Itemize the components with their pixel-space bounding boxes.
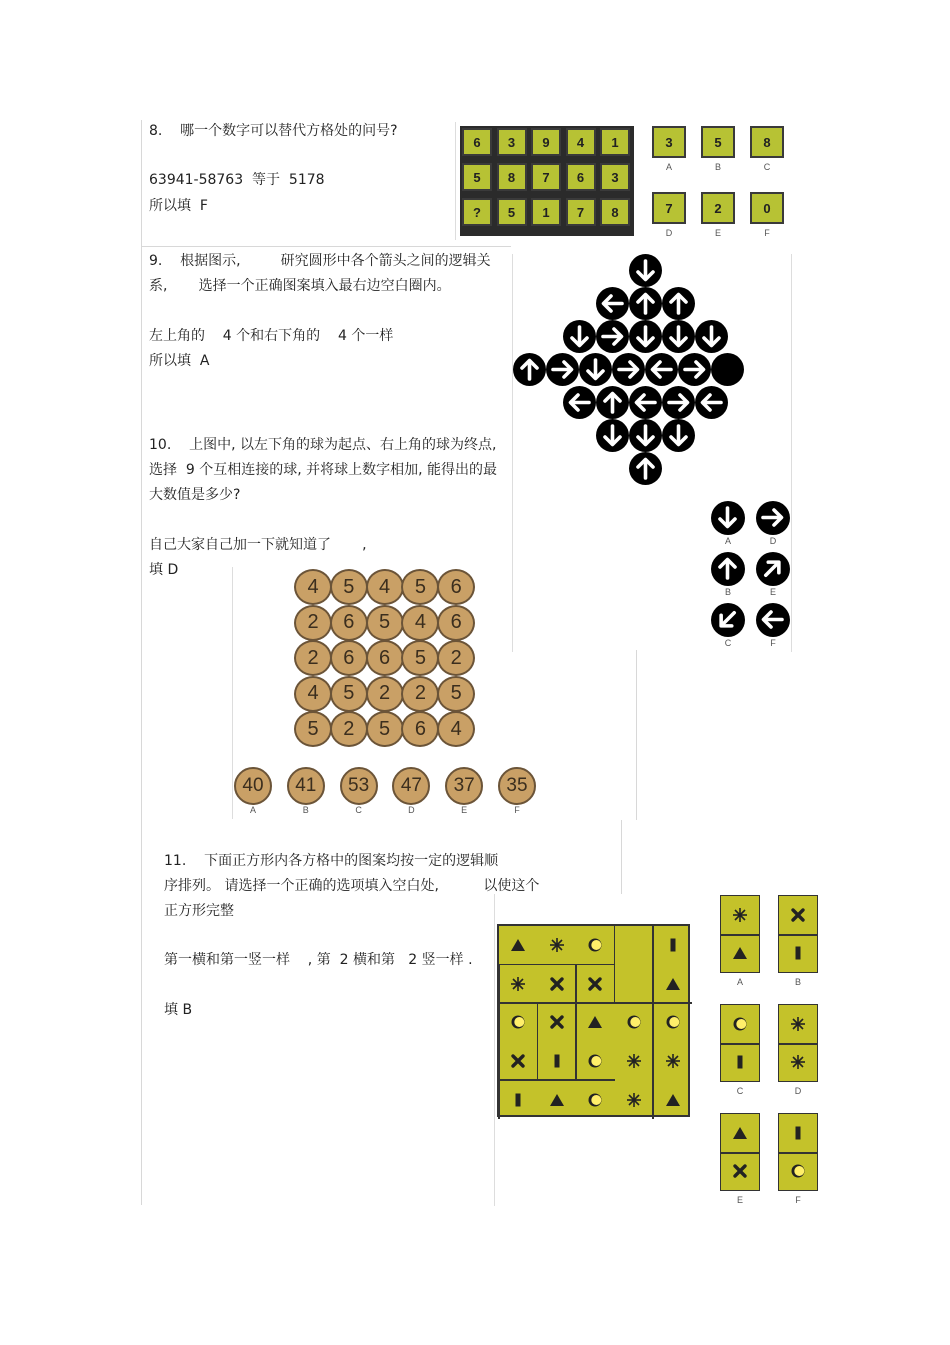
arrow-up-icon — [596, 386, 629, 419]
q11-square-cell — [538, 926, 577, 965]
q10-option-E[interactable]: 37 — [445, 767, 483, 805]
q11-square-cell — [538, 1042, 577, 1081]
q11-square-cell — [538, 1003, 577, 1042]
q8-grid-cell: 7 — [566, 198, 596, 226]
arrow-left-icon — [645, 353, 678, 386]
q9-text-3: 左上角的 4 个和右下角的 4 个一样 — [149, 328, 394, 344]
cross-icon — [732, 1163, 748, 1179]
arrow-ball-up — [629, 452, 662, 485]
q10-right-line — [636, 650, 637, 820]
q10-grid-ball: 6 — [330, 605, 368, 641]
q10-grid-ball: 5 — [330, 676, 368, 712]
arrow-up-icon — [711, 552, 744, 585]
arrow-right-icon — [596, 320, 629, 353]
arrow-downleft-icon — [711, 603, 744, 636]
moon-icon — [665, 1014, 681, 1030]
q9-option-label: D — [769, 536, 777, 546]
q9-answer: 所以填 A — [149, 353, 210, 369]
arrow-ball-right — [596, 320, 629, 353]
q10-grid-ball: 5 — [401, 569, 439, 605]
q8-grid-box — [455, 122, 636, 240]
arrow-ball-left — [629, 386, 662, 419]
q10-text-3: 大数值是多少? — [149, 487, 241, 503]
q11-square-cell — [538, 965, 577, 1004]
q11-square-cell — [615, 1080, 654, 1119]
blank-ball — [711, 353, 744, 386]
triangle-icon — [510, 937, 526, 953]
q8-option-D[interactable]: 7 — [652, 192, 686, 224]
arrow-up-icon — [629, 452, 662, 485]
q11-text-4: 第一横和第一竖一样 , 第 2 横和第 2 竖一样 . — [164, 952, 473, 968]
arrow-down-icon — [662, 320, 695, 353]
arrow-ball-down — [579, 353, 612, 386]
q8-option-A[interactable]: 3 — [652, 126, 686, 158]
star-icon — [626, 1092, 642, 1108]
q10-grid-ball: 4 — [401, 605, 439, 641]
q11-option-top — [721, 1005, 758, 1043]
arrow-up-icon — [662, 287, 695, 320]
q11-text-3: 正方形完整 — [164, 903, 234, 919]
q11-square-cell — [615, 1042, 654, 1081]
arrow-ball-left — [563, 386, 596, 419]
q11-square-cell — [499, 1080, 538, 1119]
moon-icon — [510, 1014, 526, 1030]
q10-grid-ball: 4 — [437, 711, 475, 747]
q10-grid-ball: 4 — [366, 569, 404, 605]
q9-option-D[interactable] — [756, 501, 790, 535]
q10-grid-ball: 6 — [437, 569, 475, 605]
moon-icon — [587, 1092, 603, 1108]
q10-grid-ball: 5 — [366, 711, 404, 747]
q9-option-label: A — [724, 536, 731, 546]
arrow-ball-up — [662, 287, 695, 320]
arrow-upright-icon — [756, 552, 789, 585]
q8-options — [652, 122, 792, 240]
q11-option-label: F — [795, 1195, 801, 1205]
q10-grid-ball: 5 — [330, 569, 368, 605]
arrow-down-icon — [563, 320, 596, 353]
q11-figure — [494, 894, 819, 1206]
q10-figure — [232, 567, 537, 819]
arrow-ball-right — [662, 386, 695, 419]
q9-option-label: B — [724, 587, 731, 597]
triangle-icon — [549, 1092, 565, 1108]
q11-option-bottom — [779, 1043, 816, 1081]
bar-icon — [665, 937, 681, 953]
cross-icon — [790, 907, 806, 923]
q8-grid-cell: 6 — [462, 128, 492, 156]
q9-option-label: C — [724, 638, 732, 648]
q11-square-cell — [653, 1080, 692, 1119]
q10-grid-ball: 2 — [294, 605, 332, 641]
q11-square-cell — [576, 1080, 615, 1119]
q11-option-top — [779, 1005, 816, 1043]
arrow-left-icon — [629, 386, 662, 419]
arrow-up-icon — [513, 353, 546, 386]
moon-icon — [587, 937, 603, 953]
q10-grid-ball: 5 — [437, 676, 475, 712]
q11-square-cell — [576, 1003, 615, 1042]
q10-grid-ball: 5 — [294, 711, 332, 747]
moon-icon — [732, 1016, 748, 1032]
q10-grid-ball: 6 — [401, 711, 439, 747]
q11-answer: 填 B — [164, 1002, 193, 1018]
q8-grid-cell: 9 — [531, 128, 561, 156]
q11-option-top — [721, 896, 758, 934]
arrow-down-icon — [629, 320, 662, 353]
arrow-ball-down — [629, 254, 662, 287]
arrow-right-icon — [662, 386, 695, 419]
bar-icon — [790, 1125, 806, 1141]
q11-option-F[interactable] — [778, 1113, 818, 1191]
arrow-down-icon — [579, 353, 612, 386]
q11-square-cell — [576, 1042, 615, 1081]
q9-option-F[interactable] — [756, 603, 790, 637]
q9-top-line — [141, 246, 511, 247]
q11-square-cell — [653, 1003, 692, 1042]
arrow-left-icon — [596, 287, 629, 320]
q10-grid-ball: 4 — [294, 676, 332, 712]
arrow-right-icon — [612, 353, 645, 386]
q8-grid-cell: 1 — [600, 128, 630, 156]
q8-grid-cell: 5 — [462, 163, 492, 191]
q10-text-4: 自己大家自己加一下就知道了 , — [149, 537, 367, 553]
q8-option-B[interactable]: 5 — [701, 126, 735, 158]
q10-grid-ball: 6 — [437, 605, 475, 641]
q11-option-bottom — [721, 1043, 758, 1081]
q11-square-cell — [653, 1042, 692, 1081]
arrow-down-icon — [629, 419, 662, 452]
q9-option-C[interactable] — [711, 603, 745, 637]
q10-grid-ball: 2 — [330, 711, 368, 747]
star-icon — [732, 907, 748, 923]
q11-option-top — [779, 1114, 816, 1152]
arrow-ball-down — [596, 419, 629, 452]
q11-square-cell — [499, 926, 538, 965]
arrow-ball-down — [695, 320, 728, 353]
arrow-down-icon — [629, 254, 662, 287]
arrow-right-icon — [678, 353, 711, 386]
arrow-ball-right — [546, 353, 579, 386]
q9-option-A[interactable] — [711, 501, 745, 535]
q10-option-A[interactable]: 40 — [234, 767, 272, 805]
q11-square-cell — [576, 965, 615, 1004]
q8-option-label: E — [714, 228, 721, 238]
q11-option-E[interactable] — [720, 1113, 760, 1191]
q11-square-cell — [538, 1080, 577, 1119]
triangle-icon — [732, 1125, 748, 1141]
q10-text-2: 选择 9 个互相连接的球, 并将球上数字相加, 能得出的最 — [149, 462, 498, 478]
q9-option-E[interactable] — [756, 552, 790, 586]
q11-square-cell — [653, 926, 692, 965]
arrow-ball-up — [629, 287, 662, 320]
arrow-ball-down — [629, 320, 662, 353]
arrow-down-icon — [596, 419, 629, 452]
q8-grid-cell: 3 — [497, 128, 527, 156]
q11-option-D[interactable] — [778, 1004, 818, 1082]
q8-grid-cell: 8 — [497, 163, 527, 191]
q10-option-F[interactable]: 35 — [498, 767, 536, 805]
q11-option-C[interactable] — [720, 1004, 760, 1082]
q10-grid-ball: 6 — [366, 640, 404, 676]
q11-option-label: E — [736, 1195, 743, 1205]
arrow-down-icon — [695, 320, 728, 353]
arrow-ball-right — [678, 353, 711, 386]
q10-text-1: 10. 上图中, 以左下角的球为起点、右上角的球为终点, — [149, 437, 497, 453]
q11-square — [497, 924, 690, 1117]
arrow-ball-up — [513, 353, 546, 386]
triangle-icon — [732, 945, 748, 961]
q11-text-2: 序排列。 请选择一个正确的选项填入空白处, 以使这个 — [164, 878, 540, 894]
moon-icon — [626, 1014, 642, 1030]
q9-option-label: E — [769, 587, 776, 597]
q8-option-F[interactable]: 0 — [750, 192, 784, 224]
q10-option-C[interactable]: 53 — [340, 767, 378, 805]
q11-option-B[interactable] — [778, 895, 818, 973]
arrow-ball-left — [645, 353, 678, 386]
star-icon — [790, 1054, 806, 1070]
q11-option-A[interactable] — [720, 895, 760, 973]
q10-grid-ball: 2 — [294, 640, 332, 676]
bar-icon — [790, 945, 806, 961]
q8-grid-cell: 1 — [531, 198, 561, 226]
q8-title: 8. 哪一个数字可以替代方格处的问号? — [149, 123, 398, 139]
q10-answer: 填 D — [149, 562, 179, 578]
triangle-icon — [665, 976, 681, 992]
bar-icon — [510, 1092, 526, 1108]
q8-option-label: C — [763, 162, 771, 172]
bar-icon — [732, 1054, 748, 1070]
q8-grid-cell: 7 — [531, 163, 561, 191]
q11-option-top — [779, 896, 816, 934]
arrow-ball-left — [596, 287, 629, 320]
q8-option-label: D — [665, 228, 673, 238]
cross-icon — [587, 976, 603, 992]
q10-grid-ball: 2 — [437, 640, 475, 676]
triangle-icon — [665, 1092, 681, 1108]
q10-option-label: D — [408, 805, 415, 815]
moon-icon — [587, 1053, 603, 1069]
arrow-ball-up — [596, 386, 629, 419]
moon-icon — [790, 1163, 806, 1179]
q11-square-cell — [615, 1003, 654, 1042]
q8-option-label: F — [764, 228, 770, 238]
arrow-left-icon — [756, 603, 789, 636]
arrow-ball-down — [563, 320, 596, 353]
q8-calc: 63941-58763 等于 5178 — [149, 172, 325, 188]
q11-option-top — [721, 1114, 758, 1152]
q8-option-C[interactable]: 8 — [750, 126, 784, 158]
q8-option-label: B — [714, 162, 721, 172]
q11-option-label: B — [794, 977, 801, 987]
arrow-ball-down — [662, 320, 695, 353]
q11-square-cell — [499, 1003, 538, 1042]
q8-grid-cell: 6 — [566, 163, 596, 191]
q9-text-1: 9. 根据图示, 研究圆形中各个箭头之间的逻辑关 — [149, 253, 491, 269]
star-icon — [549, 937, 565, 953]
q10-option-D[interactable]: 47 — [392, 767, 430, 805]
q9-option-label: F — [770, 638, 776, 648]
q11-text-1: 11. 下面正方形内各方格中的图案均按一定的逻辑顺 — [164, 853, 499, 869]
q10-option-label: A — [249, 805, 256, 815]
q11-square-cell — [499, 1042, 538, 1081]
left-border-line — [141, 120, 142, 1205]
q11-option-label: A — [736, 977, 743, 987]
q11-option-label: C — [736, 1086, 744, 1096]
q9-option-B[interactable] — [711, 552, 745, 586]
star-icon — [626, 1053, 642, 1069]
q8-grid-cell: 3 — [600, 163, 630, 191]
q9-figure — [512, 254, 792, 652]
q11-option-bottom — [721, 1152, 758, 1190]
q10-option-label: E — [461, 805, 468, 815]
arrow-right-icon — [756, 501, 789, 534]
q11-square-cell — [653, 965, 692, 1004]
arrow-left-icon — [563, 386, 596, 419]
q10-grid-ball: 6 — [330, 640, 368, 676]
cross-icon — [549, 1014, 565, 1030]
q8-grid-cell: 5 — [497, 198, 527, 226]
q10-option-label: F — [514, 805, 520, 815]
q8-answer: 所以填 F — [149, 198, 208, 214]
q10-grid-ball: 2 — [401, 676, 439, 712]
q10-option-B[interactable]: 41 — [287, 767, 325, 805]
arrow-up-icon — [629, 287, 662, 320]
q10-grid-ball: 5 — [366, 605, 404, 641]
triangle-icon — [587, 1014, 603, 1030]
arrow-ball-right — [612, 353, 645, 386]
arrow-down-icon — [662, 419, 695, 452]
cross-icon — [549, 976, 565, 992]
bar-icon — [549, 1053, 565, 1069]
q10-grid-ball: 4 — [294, 569, 332, 605]
arrow-ball-down — [662, 419, 695, 452]
q8-option-label: A — [665, 162, 672, 172]
q8-grid-cell: ? — [462, 198, 492, 226]
q8-option-E[interactable]: 2 — [701, 192, 735, 224]
star-icon — [790, 1016, 806, 1032]
q11-option-label: D — [794, 1086, 802, 1096]
star-icon — [510, 976, 526, 992]
q10-option-label: B — [302, 805, 309, 815]
q10-grid-ball: 2 — [366, 676, 404, 712]
q11-square-cell — [576, 926, 615, 965]
star-icon — [665, 1053, 681, 1069]
q11-option-bottom — [721, 934, 758, 972]
q11-option-bottom — [779, 934, 816, 972]
q11-divider — [621, 820, 622, 894]
arrow-left-icon — [695, 386, 728, 419]
q10-option-label: C — [355, 805, 362, 815]
q11-square-cell — [499, 965, 538, 1004]
q8-grid-cell: 4 — [566, 128, 596, 156]
arrow-ball-down — [629, 419, 662, 452]
q10-grid-ball: 5 — [401, 640, 439, 676]
q8-grid-cell: 8 — [600, 198, 630, 226]
cross-icon — [510, 1053, 526, 1069]
arrow-right-icon — [546, 353, 579, 386]
q11-option-bottom — [779, 1152, 816, 1190]
q9-text-2: 系, 选择一个正确图案填入最右边空白圈内。 — [149, 278, 451, 294]
arrow-ball-left — [695, 386, 728, 419]
arrow-down-icon — [711, 501, 744, 534]
